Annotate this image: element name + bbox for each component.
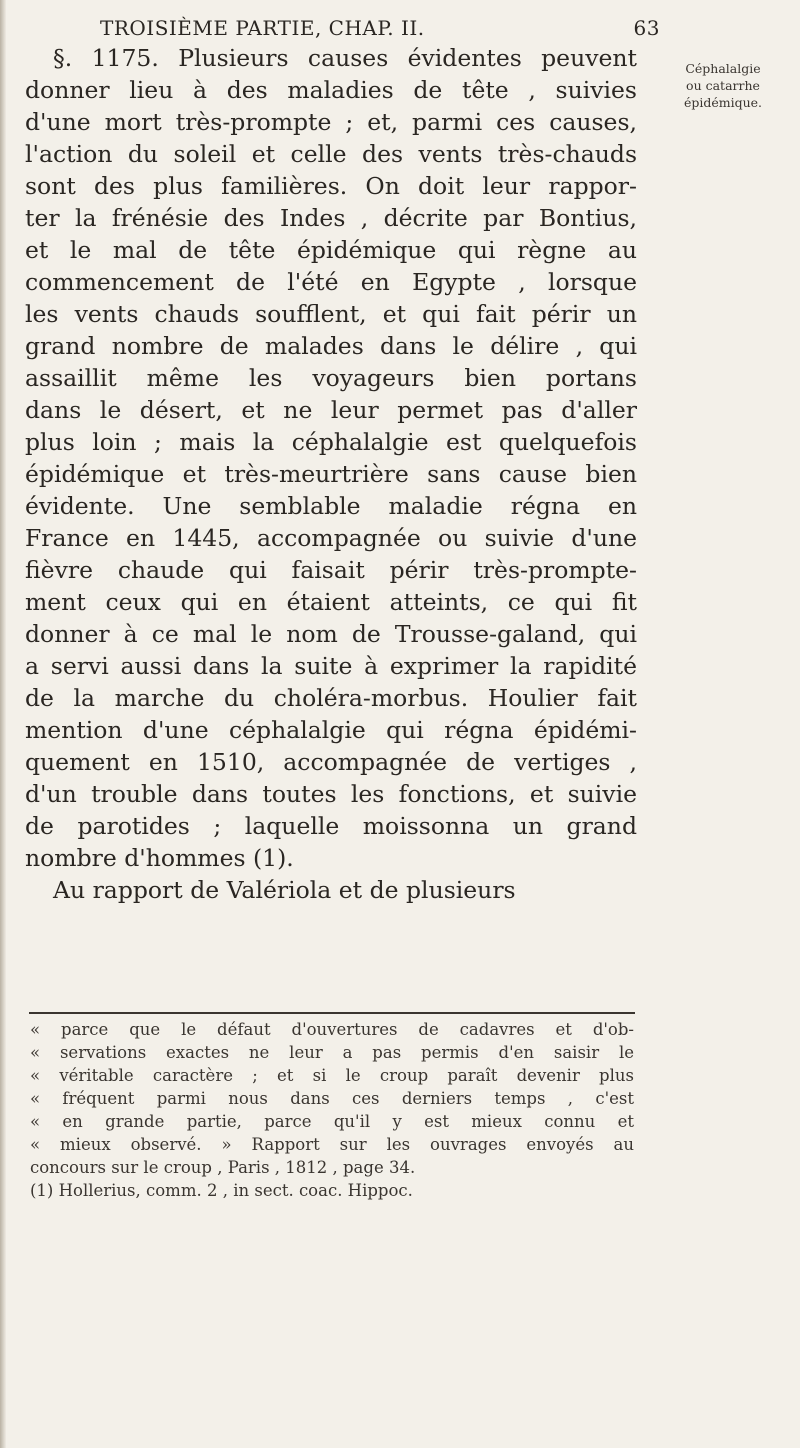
body-line: les vents chauds soufflent, et qui fait périr un: [25, 300, 637, 328]
body-line: plus loin ; mais la céphalalgie est quelquefois: [25, 428, 637, 456]
body-line: §. 1175. Plusieurs causes évidentes peuvent: [53, 44, 637, 72]
footnote-line: « en grande partie, parce qu'il y est mieux connu et: [30, 1112, 634, 1131]
footnotes: [30, 1018, 634, 1202]
body-line: de parotides ; laquelle moissonna un grand: [25, 812, 637, 840]
footnote-separator: [29, 1012, 635, 1014]
running-header: [100, 16, 660, 42]
body-line: a servi aussi dans la suite à exprimer la rapidité: [25, 652, 637, 680]
body-line: évidente. Une semblable maladie régna en: [25, 492, 637, 520]
margin-note: [656, 60, 790, 111]
body-line: d'une mort très-prompte ; et, parmi ces causes,: [25, 108, 637, 136]
footnote-line: « servations exactes ne leur a pas permis d'en saisir le: [30, 1043, 634, 1062]
body-line: France en 1445, accompagnée ou suivie d'une: [25, 524, 637, 552]
body-line: fièvre chaude qui faisait périr très-prompte-: [25, 556, 637, 584]
body-line: sont des plus familières. On doit leur rappor-: [25, 172, 637, 200]
footnote-line: « fréquent parmi nous dans ces derniers temps , c'est: [30, 1089, 634, 1108]
body-line: épidémique et très-meurtrière sans cause bien: [25, 460, 637, 488]
footnote-line: concours sur le croup , Paris , 1812 , page 34.: [30, 1158, 416, 1177]
body-line: quement en 1510, accompagnée de vertiges ,: [25, 748, 637, 776]
body-line: mention d'une céphalalgie qui régna épidémi-: [25, 716, 637, 744]
body-line: et le mal de tête épidémique qui règne au: [25, 236, 637, 264]
body-line: Au rapport de Valériola et de plusieurs: [53, 876, 516, 904]
body-line: dans le désert, et ne leur permet pas d'aller: [25, 396, 637, 424]
margin-note-line: ou catarrhe: [686, 78, 760, 93]
running-title: TROISIÈME PARTIE, CHAP. II.: [100, 16, 425, 40]
footnote-line: (1) Hollerius, comm. 2 , in sect. coac. Hippoc.: [30, 1181, 413, 1200]
page-binding-edge: [0, 0, 6, 1448]
body-line: nombre d'hommes (1).: [25, 844, 294, 872]
body-line: l'action du soleil et celle des vents très-chauds: [25, 140, 637, 168]
footnote-line: « véritable caractère ; et si le croup paraît devenir plus: [30, 1066, 634, 1085]
footnote-line: « parce que le défaut d'ouvertures de cadavres et d'ob-: [30, 1020, 634, 1039]
body-line: d'un trouble dans toutes les fonctions, et suivie: [25, 780, 637, 808]
body-text: [25, 42, 637, 906]
body-line: commencement de l'été en Egypte , lorsque: [25, 268, 637, 296]
body-line: ment ceux qui en étaient atteints, ce qui fit: [25, 588, 637, 616]
body-line: donner à ce mal le nom de Trousse-galand, qui: [25, 620, 637, 648]
body-line: donner lieu à des maladies de tête , suivies: [25, 76, 637, 104]
margin-note-line: Céphalalgie: [685, 61, 761, 76]
page-number: 63: [633, 16, 660, 40]
margin-note-line: épidémique.: [683, 95, 763, 110]
body-line: assaillit même les voyageurs bien portans: [25, 364, 637, 392]
body-line: grand nombre de malades dans le délire , qui: [25, 332, 637, 360]
footnote-line: « mieux observé. » Rapport sur les ouvrages envoyés au: [30, 1135, 634, 1154]
body-line: de la marche du choléra-morbus. Houlier fait: [25, 684, 637, 712]
body-line: ter la frénésie des Indes , décrite par Bontius,: [25, 204, 637, 232]
